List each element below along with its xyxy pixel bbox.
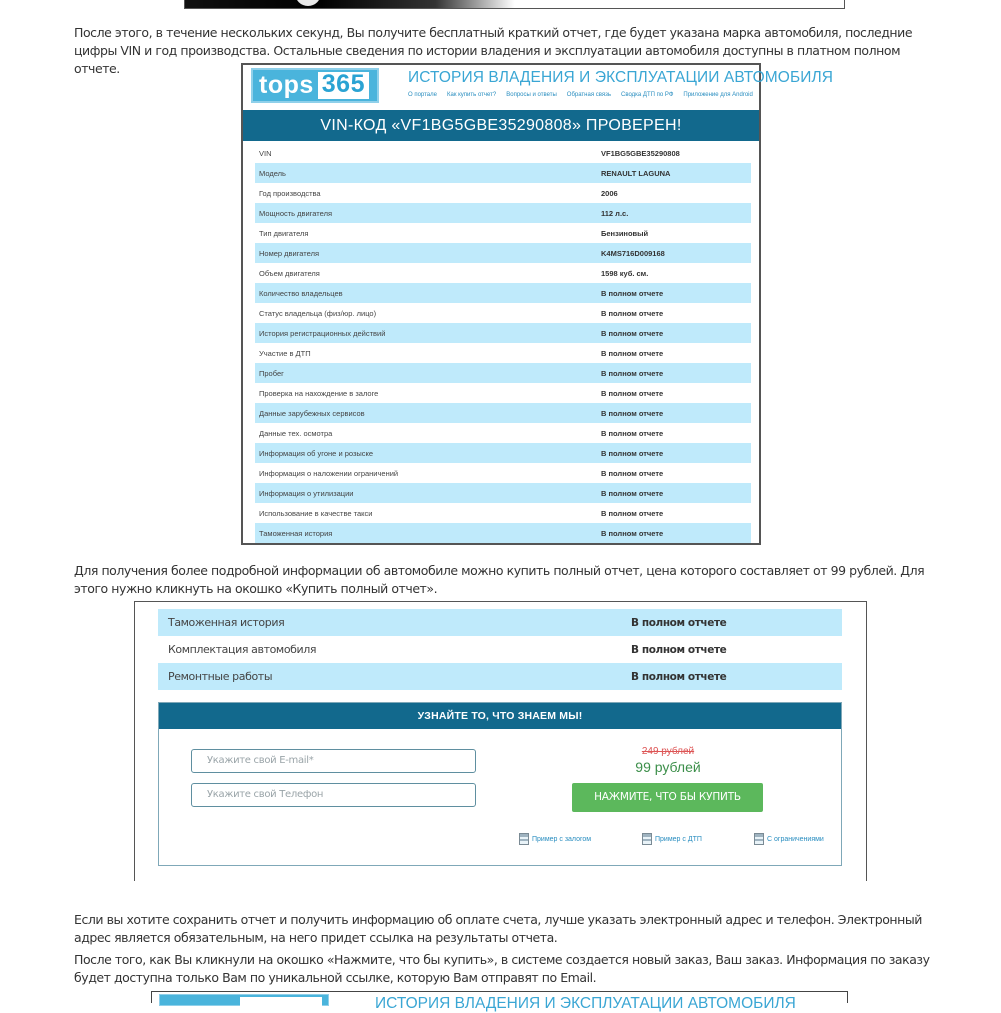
table-row xyxy=(158,636,842,663)
row-label: Статус владельца (физ/юр. лицо) xyxy=(259,308,377,318)
nav-how-to-buy[interactable]: Как купить отчет? xyxy=(446,92,497,98)
row-value: 2006 xyxy=(601,188,618,198)
row-label: Тип двигателя xyxy=(259,228,309,238)
sample-accident-label: Пример с ДТП xyxy=(655,835,702,843)
purchase-screenshot xyxy=(134,601,867,881)
row-value: В полном отчете xyxy=(601,508,664,518)
row-label: Количество владельцев xyxy=(259,288,343,298)
row-label: Данные зарубежных сервисов xyxy=(259,408,365,418)
table-row xyxy=(255,343,751,363)
table-row xyxy=(255,143,751,163)
sample-pledge-link[interactable] xyxy=(519,833,591,845)
table-row xyxy=(255,463,751,483)
nav-faq[interactable]: Вопросы и ответы xyxy=(506,92,557,98)
table-row xyxy=(255,183,751,203)
row-value: В полном отчете xyxy=(601,408,664,418)
car-image-cropped xyxy=(184,0,845,9)
table-row xyxy=(255,503,751,523)
row-value: K4MS716D009168 xyxy=(601,248,665,258)
row-label: Модель xyxy=(259,168,286,178)
row-label: Комплектация автомобиля xyxy=(168,643,317,656)
table-row xyxy=(255,403,751,423)
nav-accident-summary[interactable]: Сводка ДТП по РФ xyxy=(621,92,674,98)
nav-about[interactable]: О портале xyxy=(408,92,437,98)
paragraph-order-info: После того, как Вы кликнули на окошко «Нажмите, что бы купить», в системе создается новый заказ, Ваш заказ. Информация по заказу будет доступна только Вам по уникальной ссылке, которую Вам отправят по Email. xyxy=(74,952,930,985)
row-label: Данные тех. осмотра xyxy=(259,428,333,438)
report-table xyxy=(243,141,759,543)
row-label: Информация о утилизации xyxy=(259,488,354,498)
row-value: В полном отчете xyxy=(631,616,727,629)
document-icon xyxy=(642,833,652,845)
row-label: Информация о наложении ограничений xyxy=(259,468,399,478)
row-value: В полном отчете xyxy=(601,488,664,498)
document-icon xyxy=(519,833,529,845)
nav-feedback[interactable]: Обратная связь xyxy=(566,92,611,98)
old-price: 249 рублей xyxy=(641,746,695,757)
row-label: Таможенная история xyxy=(168,616,285,629)
order-form-header: УЗНАЙТЕ ТО, ЧТО ЗНАЕМ МЫ! xyxy=(159,703,841,729)
logo-text: tops xyxy=(259,71,314,99)
wheel-graphic xyxy=(295,0,321,6)
sample-links xyxy=(519,833,839,849)
row-value: В полном отчете xyxy=(601,288,664,298)
table-row xyxy=(255,263,751,283)
row-value: В полном отчете xyxy=(601,348,664,358)
site-logo-cropped xyxy=(159,994,329,1006)
row-label: Ремонтные работы xyxy=(168,670,273,683)
next-screenshot-cropped xyxy=(151,991,848,1012)
table-row xyxy=(255,483,751,503)
row-label: Мощность двигателя xyxy=(259,208,333,218)
row-value: В полном отчете xyxy=(601,528,664,538)
row-value: В полном отчете xyxy=(601,428,664,438)
row-value: В полном отчете xyxy=(601,388,664,398)
order-form xyxy=(158,702,842,866)
document-icon xyxy=(754,833,764,845)
sample-accident-link[interactable] xyxy=(642,833,702,845)
row-value: В полном отчете xyxy=(601,448,664,458)
row-label: Таможенная история xyxy=(259,528,333,538)
email-field[interactable]: Укажите свой E-mail* xyxy=(191,749,476,773)
row-value: 112 л.с. xyxy=(601,208,629,218)
buy-button[interactable]: НАЖМИТЕ, ЧТО БЫ КУПИТЬ xyxy=(572,783,763,812)
row-value: В полном отчете xyxy=(601,468,664,478)
row-label: История регистрационных действий xyxy=(259,328,386,338)
table-row xyxy=(255,323,751,343)
row-label: Объем двигателя xyxy=(259,268,320,278)
table-row xyxy=(255,423,751,443)
nav-android-app[interactable]: Приложение для Android xyxy=(683,92,753,98)
site-logo[interactable] xyxy=(251,68,379,103)
table-row xyxy=(255,523,751,543)
paragraph-buy-info: Для получения более подробной информации об автомобиле можно купить полный отчет, цена которого составляет от 99 рублей. Для этого нужно кликнуть на окошко «Купить полный отчет». xyxy=(74,563,925,596)
site-title-cropped: ИСТОРИЯ ВЛАДЕНИЯ И ЭКСПЛУАТАЦИИ АВТОМОБИЛЯ xyxy=(375,995,796,1012)
table-row xyxy=(255,303,751,323)
row-value: В полном отчете xyxy=(601,308,664,318)
row-value: Бензиновый xyxy=(601,228,649,238)
paragraph-save-info: Если вы хотите сохранить отчет и получить информацию об оплате счета, лучше указать электронный адрес и телефон. Электронный адрес является обязательным, на него придет ссылка на результаты отчета. xyxy=(74,912,922,945)
table-row xyxy=(255,243,751,263)
row-value: В полном отчете xyxy=(601,328,664,338)
table-row xyxy=(158,609,842,636)
row-label: VIN xyxy=(259,148,272,158)
new-price: 99 рублей xyxy=(635,759,701,775)
table-row xyxy=(255,383,751,403)
row-value: 1598 куб. см. xyxy=(601,268,649,278)
table-row xyxy=(255,223,751,243)
purchase-table xyxy=(158,609,842,690)
table-row xyxy=(255,163,751,183)
row-value: VF1BG5GBE35290808 xyxy=(601,148,680,158)
row-value: В полном отчете xyxy=(601,368,664,378)
paragraph-intro: После этого, в течение нескольких секунд, Вы получите бесплатный краткий отчет, где будет указана марка автомобиля, последние цифры VIN и год производства. Остальные сведения по истории владения и эксплуатации автомобиля доступны в платном полном отчете. xyxy=(74,25,913,76)
row-value: В полном отчете xyxy=(631,643,727,656)
row-value: RENAULT LAGUNA xyxy=(601,168,671,178)
row-value: В полном отчете xyxy=(631,670,727,683)
logo-number: 365 xyxy=(318,72,369,99)
row-label: Год производства xyxy=(259,188,321,198)
table-row xyxy=(255,283,751,303)
table-row xyxy=(255,363,751,383)
table-row xyxy=(158,663,842,690)
sample-restrictions-link[interactable] xyxy=(754,833,824,845)
table-row xyxy=(255,443,751,463)
phone-field[interactable]: Укажите свой Телефон xyxy=(191,783,476,807)
sample-pledge-label: Пример с залогом xyxy=(532,835,592,843)
row-label: Пробег xyxy=(259,368,284,378)
report-screenshot xyxy=(241,63,834,545)
table-row xyxy=(255,203,751,223)
row-label: Информация об угоне и розыске xyxy=(259,448,374,458)
vin-checked-banner: VIN-КОД «VF1BG5GBE35290808» ПРОВЕРЕН! xyxy=(243,110,759,141)
site-title: ИСТОРИЯ ВЛАДЕНИЯ И ЭКСПЛУАТАЦИИ АВТОМОБИЛЯ xyxy=(408,69,834,86)
sample-restrictions-label: С ограничениями xyxy=(767,835,824,843)
row-label: Номер двигателя xyxy=(259,248,320,258)
row-label: Проверка на нахождение в залоге xyxy=(259,388,379,398)
row-label: Участие в ДТП xyxy=(259,348,311,358)
row-label: Использование в качестве такси xyxy=(259,508,373,518)
site-header xyxy=(243,65,834,110)
site-nav xyxy=(408,92,753,98)
